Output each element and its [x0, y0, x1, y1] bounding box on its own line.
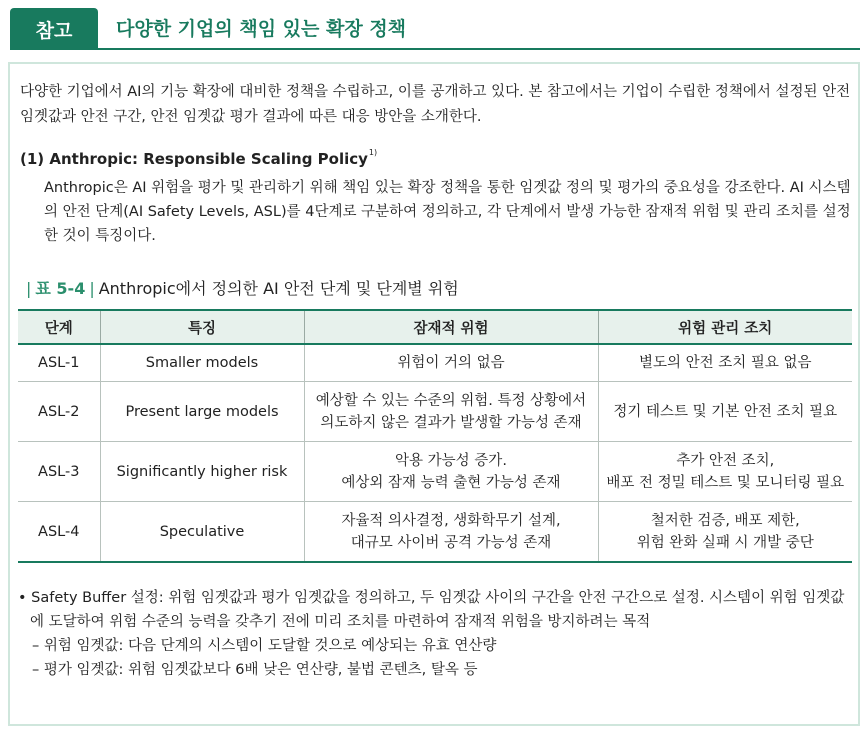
asl-table: [18, 309, 852, 563]
table-row: [18, 382, 852, 442]
cell-level: ASL-1: [18, 344, 100, 382]
table-row: [18, 442, 852, 502]
table-caption: | 표 5-4 | Anthropic에서 정의한 AI 안전 단계 및 단계별 위험: [26, 279, 459, 298]
header-risk: 잠재적 위험: [304, 310, 598, 344]
cell-feature: Smaller models: [100, 344, 304, 382]
section-body: Anthropic은 AI 위험을 평가 및 관리하기 위해 책임 있는 확장 정책을 통한 임곗값 정의 및 평가의 중요성을 강조한다. AI 시스템의 안전 단계(AI Safety Levels, ASL)를 4단계로 구분하여 정의하고, 각 단계에서 발생 가능한 잠재적 위험 및 관리 조치를 설정한 것이 특징이다.: [44, 180, 851, 244]
section-title-text: (1) Anthropic: Responsible Scaling Policy: [20, 150, 368, 168]
table-number: 표 5-4: [35, 279, 86, 298]
cell-level: ASL-3: [18, 442, 100, 502]
table-row: [18, 502, 852, 563]
cell-level: ASL-2: [18, 382, 100, 442]
table-row: [18, 344, 852, 382]
reference-tag: 참고: [10, 8, 98, 50]
eval-threshold-note: – 평가 임곗값: 위험 임곗값보다 6배 낮은 연산량, 불법 콘텐츠, 탈옥 등: [32, 662, 478, 678]
cell-feature: Significantly higher risk: [100, 442, 304, 502]
risk-threshold-note: – 위험 임곗값: 다음 단계의 시스템이 도달할 것으로 예상되는 유효 연산량: [32, 638, 497, 654]
table-header-row: [18, 310, 852, 344]
safety-buffer-note: • Safety Buffer 설정: 위험 임곗값과 평가 임곗값을 정의하고, 두 임곗값 사이의 구간을 안전 구간으로 설정. 시스템이 위험 임곗값에 도달하여 위험 수준의 능력을 갖추기 전에 미리 조치를 마련하여 잠재적 위험을 방지하려는 목적: [18, 590, 845, 630]
section-header: [10, 8, 860, 50]
footnote-marker: 1): [368, 148, 378, 157]
cell-level: ASL-4: [18, 502, 100, 563]
cell-risk: 예상할 수 있는 수준의 위험. 특정 상황에서 의도하지 않은 결과가 발생할 가능성 존재: [304, 382, 598, 442]
cell-risk: 자율적 의사결정, 생화학무기 설계, 대규모 사이버 공격 가능성 존재: [304, 502, 598, 563]
header-feature: 특징: [100, 310, 304, 344]
header-divider: [10, 48, 860, 50]
header-level: 단계: [18, 310, 100, 344]
cell-risk: 악용 가능성 증가. 예상외 잠재 능력 출현 가능성 존재: [304, 442, 598, 502]
cell-measure: 정기 테스트 및 기본 안전 조치 필요: [598, 382, 852, 442]
header-measure: 위험 관리 조치: [598, 310, 852, 344]
cell-measure: 철저한 검증, 배포 제한, 위험 완화 실패 시 개발 중단: [598, 502, 852, 563]
cell-measure: 추가 안전 조치, 배포 전 정밀 테스트 및 모니터링 필요: [598, 442, 852, 502]
notes: [18, 586, 856, 682]
cell-risk: 위험이 거의 없음: [304, 344, 598, 382]
cell-measure: 별도의 안전 조치 필요 없음: [598, 344, 852, 382]
section-title: [20, 150, 377, 168]
page-title: 다양한 기업의 책임 있는 확장 정책: [116, 18, 407, 40]
cell-feature: Speculative: [100, 502, 304, 563]
table-caption-text: Anthropic에서 정의한 AI 안전 단계 및 단계별 위험: [98, 279, 459, 298]
intro-paragraph: 다양한 기업에서 AI의 기능 확장에 대비한 정책을 수립하고, 이를 공개하고 있다. 본 참고에서는 기업이 수립한 정책에서 설정된 안전 임곗값과 안전 구간, 안전 임곗값 평가 결과에 따른 대응 방안을 소개한다.: [20, 84, 851, 125]
cell-feature: Present large models: [100, 382, 304, 442]
